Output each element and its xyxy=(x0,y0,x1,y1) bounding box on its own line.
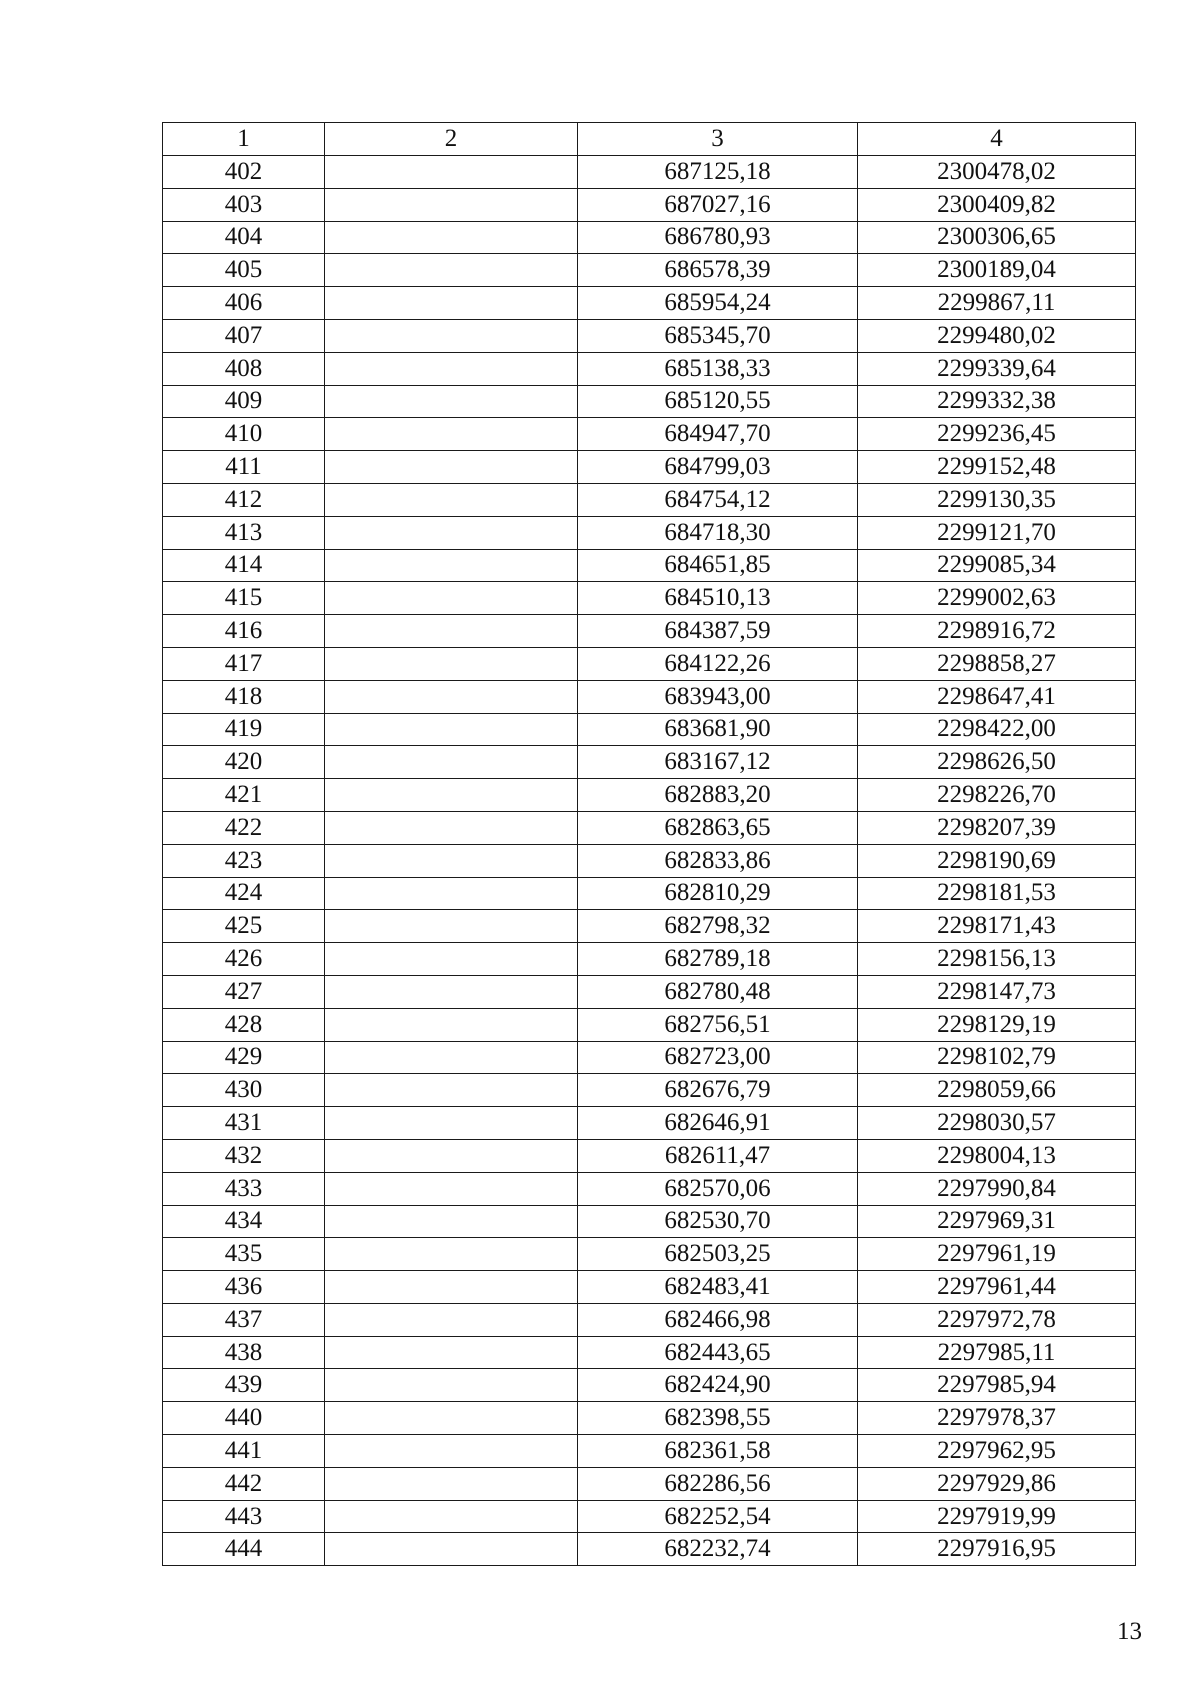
point-number-cell: 415 xyxy=(163,582,325,615)
y-coordinate-cell: 2298030,57 xyxy=(858,1107,1136,1140)
table-row xyxy=(163,1303,1136,1336)
table-row xyxy=(163,1336,1136,1369)
x-coordinate-cell: 682286,56 xyxy=(578,1467,858,1500)
point-number-cell: 418 xyxy=(163,680,325,713)
point-number-cell: 443 xyxy=(163,1500,325,1533)
x-coordinate-cell: 686780,93 xyxy=(578,221,858,254)
empty-cell xyxy=(325,746,578,779)
x-coordinate-cell: 684387,59 xyxy=(578,615,858,648)
empty-cell xyxy=(325,221,578,254)
x-coordinate-cell: 682723,00 xyxy=(578,1041,858,1074)
point-number-cell: 440 xyxy=(163,1402,325,1435)
y-coordinate-cell: 2300409,82 xyxy=(858,188,1136,221)
x-coordinate-cell: 682361,58 xyxy=(578,1435,858,1468)
empty-cell xyxy=(325,451,578,484)
empty-cell xyxy=(325,516,578,549)
empty-cell xyxy=(325,877,578,910)
point-number-cell: 434 xyxy=(163,1205,325,1238)
table-row xyxy=(163,483,1136,516)
table-row xyxy=(163,582,1136,615)
table-row xyxy=(163,943,1136,976)
table-row xyxy=(163,1008,1136,1041)
table-row xyxy=(163,713,1136,746)
table-row xyxy=(163,647,1136,680)
x-coordinate-cell: 687027,16 xyxy=(578,188,858,221)
x-coordinate-cell: 682466,98 xyxy=(578,1303,858,1336)
x-coordinate-cell: 682424,90 xyxy=(578,1369,858,1402)
y-coordinate-cell: 2297985,11 xyxy=(858,1336,1136,1369)
point-number-cell: 424 xyxy=(163,877,325,910)
table-row xyxy=(163,1271,1136,1304)
table-row xyxy=(163,516,1136,549)
y-coordinate-cell: 2297990,84 xyxy=(858,1172,1136,1205)
table-row xyxy=(163,451,1136,484)
table-row xyxy=(163,680,1136,713)
point-number-cell: 436 xyxy=(163,1271,325,1304)
x-coordinate-cell: 682789,18 xyxy=(578,943,858,976)
empty-cell xyxy=(325,1271,578,1304)
y-coordinate-cell: 2299236,45 xyxy=(858,418,1136,451)
point-number-cell: 403 xyxy=(163,188,325,221)
table-row xyxy=(163,1172,1136,1205)
point-number-cell: 411 xyxy=(163,451,325,484)
empty-cell xyxy=(325,418,578,451)
table-row xyxy=(163,1238,1136,1271)
x-coordinate-cell: 684122,26 xyxy=(578,647,858,680)
y-coordinate-cell: 2297985,94 xyxy=(858,1369,1136,1402)
x-coordinate-cell: 682570,06 xyxy=(578,1172,858,1205)
table-row xyxy=(163,910,1136,943)
point-number-cell: 429 xyxy=(163,1041,325,1074)
y-coordinate-cell: 2298647,41 xyxy=(858,680,1136,713)
y-coordinate-cell: 2298129,19 xyxy=(858,1008,1136,1041)
table-body xyxy=(163,156,1136,1566)
point-number-cell: 406 xyxy=(163,287,325,320)
point-number-cell: 435 xyxy=(163,1238,325,1271)
y-coordinate-cell: 2298226,70 xyxy=(858,779,1136,812)
table-row xyxy=(163,811,1136,844)
column-header-2: 2 xyxy=(325,123,578,156)
x-coordinate-cell: 685954,24 xyxy=(578,287,858,320)
table-row xyxy=(163,385,1136,418)
y-coordinate-cell: 2297969,31 xyxy=(858,1205,1136,1238)
y-coordinate-cell: 2298004,13 xyxy=(858,1139,1136,1172)
table-row xyxy=(163,156,1136,189)
y-coordinate-cell: 2298181,53 xyxy=(858,877,1136,910)
table-row xyxy=(163,1205,1136,1238)
empty-cell xyxy=(325,910,578,943)
column-header-3: 3 xyxy=(578,123,858,156)
y-coordinate-cell: 2297961,44 xyxy=(858,1271,1136,1304)
x-coordinate-cell: 685345,70 xyxy=(578,319,858,352)
y-coordinate-cell: 2298059,66 xyxy=(858,1074,1136,1107)
point-number-cell: 414 xyxy=(163,549,325,582)
x-coordinate-cell: 682780,48 xyxy=(578,975,858,1008)
x-coordinate-cell: 682398,55 xyxy=(578,1402,858,1435)
x-coordinate-cell: 682676,79 xyxy=(578,1074,858,1107)
y-coordinate-cell: 2298147,73 xyxy=(858,975,1136,1008)
y-coordinate-cell: 2300189,04 xyxy=(858,254,1136,287)
empty-cell xyxy=(325,188,578,221)
empty-cell xyxy=(325,1369,578,1402)
y-coordinate-cell: 2297919,99 xyxy=(858,1500,1136,1533)
empty-cell xyxy=(325,1303,578,1336)
empty-cell xyxy=(325,1205,578,1238)
empty-cell xyxy=(325,1467,578,1500)
y-coordinate-cell: 2298916,72 xyxy=(858,615,1136,648)
y-coordinate-cell: 2299152,48 xyxy=(858,451,1136,484)
point-number-cell: 412 xyxy=(163,483,325,516)
table-row xyxy=(163,1041,1136,1074)
empty-cell xyxy=(325,713,578,746)
y-coordinate-cell: 2297961,19 xyxy=(858,1238,1136,1271)
point-number-cell: 438 xyxy=(163,1336,325,1369)
empty-cell xyxy=(325,647,578,680)
x-coordinate-cell: 682810,29 xyxy=(578,877,858,910)
empty-cell xyxy=(325,779,578,812)
x-coordinate-cell: 687125,18 xyxy=(578,156,858,189)
empty-cell xyxy=(325,1402,578,1435)
point-number-cell: 419 xyxy=(163,713,325,746)
x-coordinate-cell: 682863,65 xyxy=(578,811,858,844)
point-number-cell: 409 xyxy=(163,385,325,418)
y-coordinate-cell: 2298858,27 xyxy=(858,647,1136,680)
table-row xyxy=(163,549,1136,582)
table-row xyxy=(163,1533,1136,1566)
x-coordinate-cell: 682611,47 xyxy=(578,1139,858,1172)
empty-cell xyxy=(325,1435,578,1468)
empty-cell xyxy=(325,319,578,352)
x-coordinate-cell: 682646,91 xyxy=(578,1107,858,1140)
empty-cell xyxy=(325,1041,578,1074)
y-coordinate-cell: 2298102,79 xyxy=(858,1041,1136,1074)
table-row xyxy=(163,188,1136,221)
table-row xyxy=(163,1074,1136,1107)
point-number-cell: 431 xyxy=(163,1107,325,1140)
y-coordinate-cell: 2297962,95 xyxy=(858,1435,1136,1468)
point-number-cell: 407 xyxy=(163,319,325,352)
point-number-cell: 430 xyxy=(163,1074,325,1107)
y-coordinate-cell: 2298190,69 xyxy=(858,844,1136,877)
y-coordinate-cell: 2299130,35 xyxy=(858,483,1136,516)
empty-cell xyxy=(325,1074,578,1107)
x-coordinate-cell: 683167,12 xyxy=(578,746,858,779)
x-coordinate-cell: 683681,90 xyxy=(578,713,858,746)
y-coordinate-cell: 2299085,34 xyxy=(858,549,1136,582)
column-header-1: 1 xyxy=(163,123,325,156)
table-header-row xyxy=(163,123,1136,156)
y-coordinate-cell: 2299867,11 xyxy=(858,287,1136,320)
empty-cell xyxy=(325,844,578,877)
empty-cell xyxy=(325,549,578,582)
y-coordinate-cell: 2300478,02 xyxy=(858,156,1136,189)
point-number-cell: 432 xyxy=(163,1139,325,1172)
empty-cell xyxy=(325,1238,578,1271)
y-coordinate-cell: 2298626,50 xyxy=(858,746,1136,779)
point-number-cell: 422 xyxy=(163,811,325,844)
table-row xyxy=(163,254,1136,287)
empty-cell xyxy=(325,483,578,516)
y-coordinate-cell: 2299339,64 xyxy=(858,352,1136,385)
point-number-cell: 405 xyxy=(163,254,325,287)
x-coordinate-cell: 686578,39 xyxy=(578,254,858,287)
x-coordinate-cell: 684510,13 xyxy=(578,582,858,615)
empty-cell xyxy=(325,156,578,189)
y-coordinate-cell: 2297972,78 xyxy=(858,1303,1136,1336)
y-coordinate-cell: 2298422,00 xyxy=(858,713,1136,746)
table-row xyxy=(163,1369,1136,1402)
y-coordinate-cell: 2299121,70 xyxy=(858,516,1136,549)
table-row xyxy=(163,352,1136,385)
table-row xyxy=(163,975,1136,1008)
x-coordinate-cell: 682833,86 xyxy=(578,844,858,877)
x-coordinate-cell: 683943,00 xyxy=(578,680,858,713)
point-number-cell: 433 xyxy=(163,1172,325,1205)
y-coordinate-cell: 2298207,39 xyxy=(858,811,1136,844)
point-number-cell: 410 xyxy=(163,418,325,451)
empty-cell xyxy=(325,1008,578,1041)
x-coordinate-cell: 684754,12 xyxy=(578,483,858,516)
empty-cell xyxy=(325,1336,578,1369)
x-coordinate-cell: 685138,33 xyxy=(578,352,858,385)
x-coordinate-cell: 684799,03 xyxy=(578,451,858,484)
y-coordinate-cell: 2297978,37 xyxy=(858,1402,1136,1435)
empty-cell xyxy=(325,254,578,287)
point-number-cell: 413 xyxy=(163,516,325,549)
empty-cell xyxy=(325,811,578,844)
empty-cell xyxy=(325,582,578,615)
table-row xyxy=(163,1107,1136,1140)
y-coordinate-cell: 2299002,63 xyxy=(858,582,1136,615)
table-row xyxy=(163,1500,1136,1533)
point-number-cell: 421 xyxy=(163,779,325,812)
point-number-cell: 439 xyxy=(163,1369,325,1402)
x-coordinate-cell: 682883,20 xyxy=(578,779,858,812)
empty-cell xyxy=(325,1172,578,1205)
table-row xyxy=(163,844,1136,877)
point-number-cell: 416 xyxy=(163,615,325,648)
x-coordinate-cell: 682530,70 xyxy=(578,1205,858,1238)
table-row xyxy=(163,779,1136,812)
empty-cell xyxy=(325,1107,578,1140)
x-coordinate-cell: 682252,54 xyxy=(578,1500,858,1533)
empty-cell xyxy=(325,943,578,976)
x-coordinate-cell: 684947,70 xyxy=(578,418,858,451)
y-coordinate-cell: 2298156,13 xyxy=(858,943,1136,976)
table-row xyxy=(163,1402,1136,1435)
empty-cell xyxy=(325,352,578,385)
point-number-cell: 404 xyxy=(163,221,325,254)
table-row xyxy=(163,1467,1136,1500)
empty-cell xyxy=(325,1500,578,1533)
empty-cell xyxy=(325,975,578,1008)
point-number-cell: 420 xyxy=(163,746,325,779)
empty-cell xyxy=(325,1139,578,1172)
empty-cell xyxy=(325,615,578,648)
x-coordinate-cell: 682756,51 xyxy=(578,1008,858,1041)
point-number-cell: 402 xyxy=(163,156,325,189)
point-number-cell: 417 xyxy=(163,647,325,680)
table-row xyxy=(163,615,1136,648)
table-row xyxy=(163,287,1136,320)
coordinates-table xyxy=(162,122,1136,1566)
empty-cell xyxy=(325,385,578,418)
table-row xyxy=(163,221,1136,254)
table-row xyxy=(163,319,1136,352)
y-coordinate-cell: 2300306,65 xyxy=(858,221,1136,254)
table-row xyxy=(163,1139,1136,1172)
point-number-cell: 428 xyxy=(163,1008,325,1041)
x-coordinate-cell: 682503,25 xyxy=(578,1238,858,1271)
y-coordinate-cell: 2299480,02 xyxy=(858,319,1136,352)
x-coordinate-cell: 682232,74 xyxy=(578,1533,858,1566)
empty-cell xyxy=(325,287,578,320)
point-number-cell: 442 xyxy=(163,1467,325,1500)
table-row xyxy=(163,746,1136,779)
y-coordinate-cell: 2297916,95 xyxy=(858,1533,1136,1566)
table-row xyxy=(163,418,1136,451)
point-number-cell: 427 xyxy=(163,975,325,1008)
page-number: 13 xyxy=(1117,1618,1142,1645)
empty-cell xyxy=(325,1533,578,1566)
point-number-cell: 408 xyxy=(163,352,325,385)
y-coordinate-cell: 2299332,38 xyxy=(858,385,1136,418)
x-coordinate-cell: 685120,55 xyxy=(578,385,858,418)
table-row xyxy=(163,877,1136,910)
y-coordinate-cell: 2297929,86 xyxy=(858,1467,1136,1500)
empty-cell xyxy=(325,680,578,713)
column-header-4: 4 xyxy=(858,123,1136,156)
x-coordinate-cell: 682483,41 xyxy=(578,1271,858,1304)
point-number-cell: 423 xyxy=(163,844,325,877)
point-number-cell: 437 xyxy=(163,1303,325,1336)
x-coordinate-cell: 684718,30 xyxy=(578,516,858,549)
table-row xyxy=(163,1435,1136,1468)
point-number-cell: 444 xyxy=(163,1533,325,1566)
point-number-cell: 426 xyxy=(163,943,325,976)
y-coordinate-cell: 2298171,43 xyxy=(858,910,1136,943)
x-coordinate-cell: 682443,65 xyxy=(578,1336,858,1369)
x-coordinate-cell: 682798,32 xyxy=(578,910,858,943)
point-number-cell: 425 xyxy=(163,910,325,943)
x-coordinate-cell: 684651,85 xyxy=(578,549,858,582)
point-number-cell: 441 xyxy=(163,1435,325,1468)
